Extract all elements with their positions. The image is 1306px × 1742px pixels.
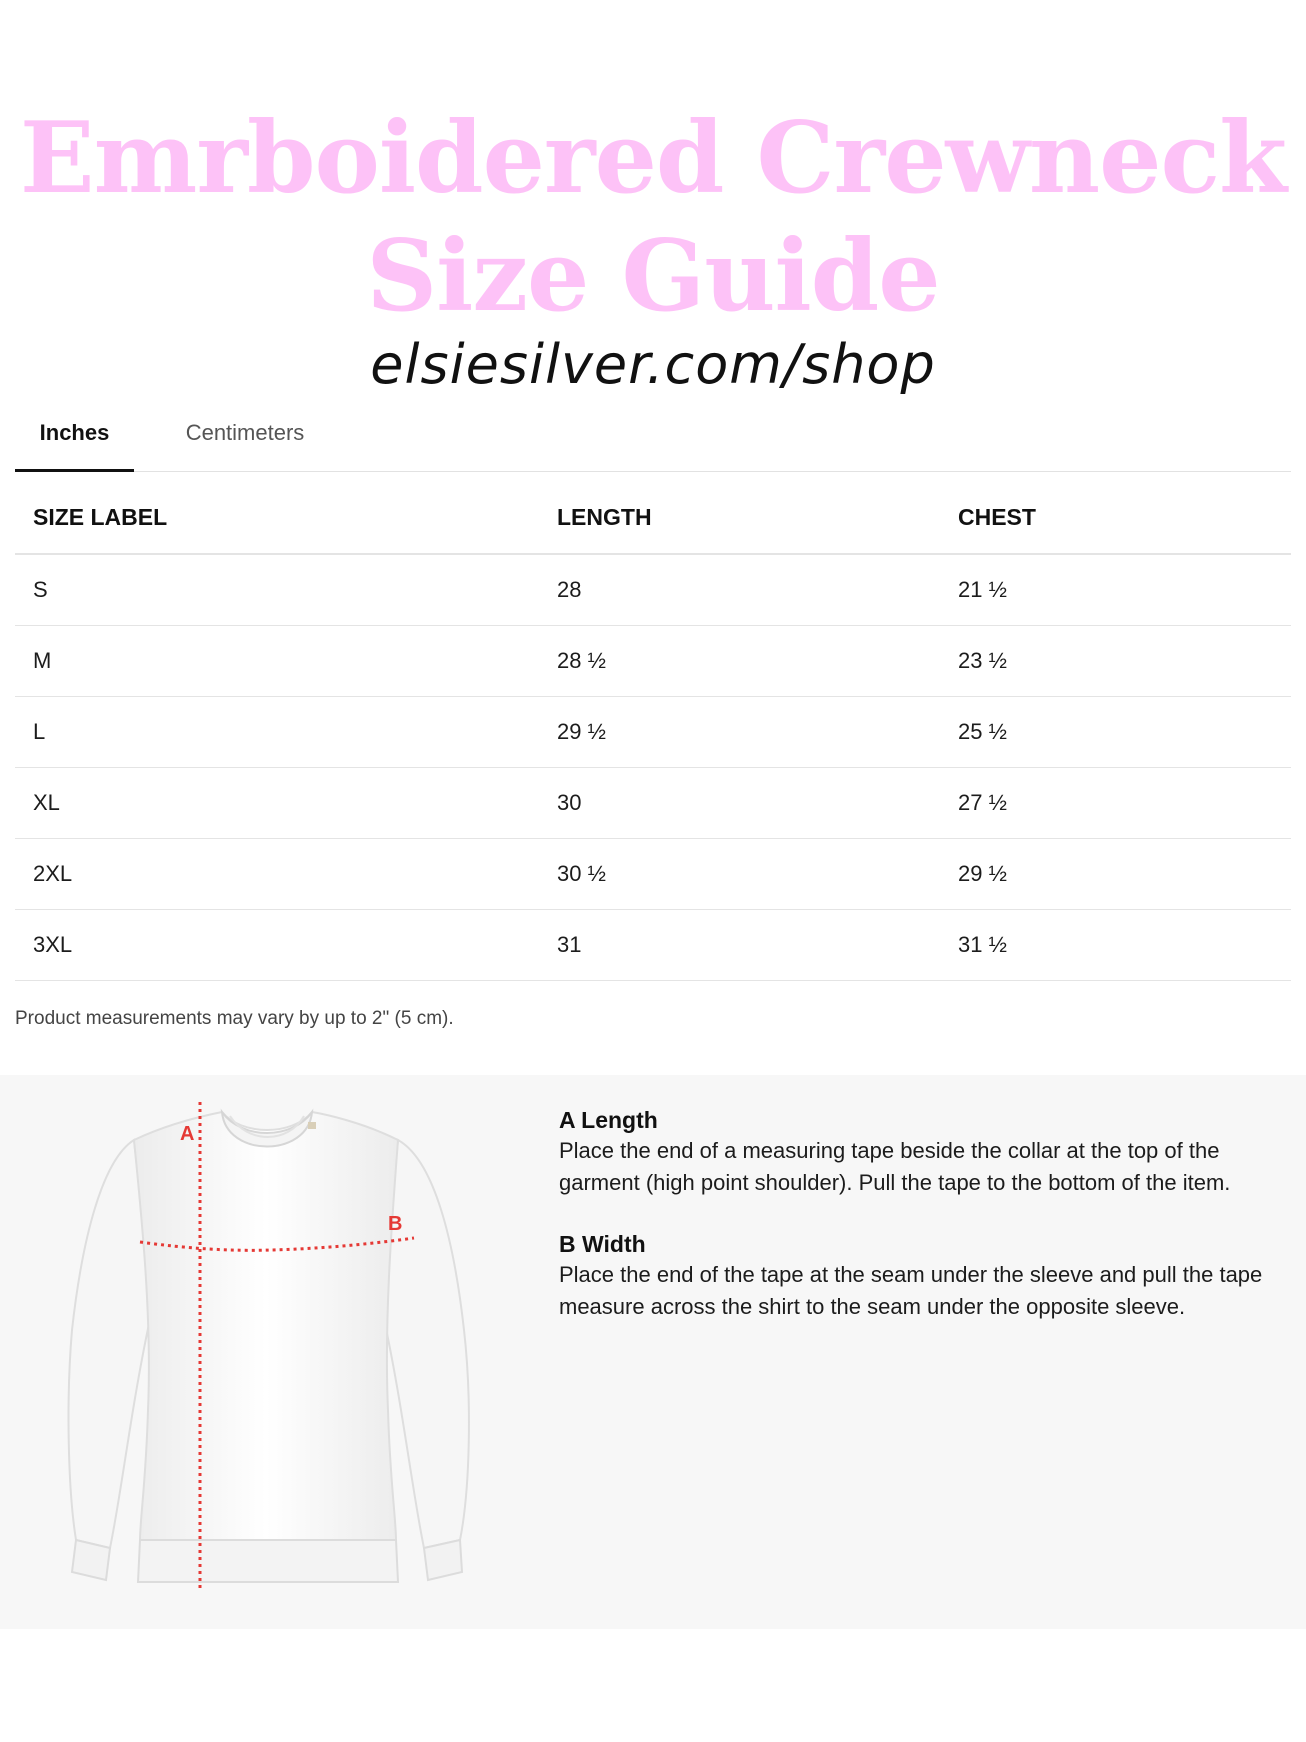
width-instruction-text: Place the end of the tape at the seam under the sleeve and pull the tape measure across the shirt to the seam under the opposite sleeve.	[559, 1262, 1263, 1319]
page-title-line-1: Emrboidered Crewneck	[19, 101, 1287, 216]
table-row	[15, 767, 1291, 838]
table-row	[15, 838, 1291, 909]
size-cell: S	[15, 554, 539, 625]
table-row	[15, 696, 1291, 767]
tab-inches[interactable]: Inches	[15, 408, 134, 472]
table-row	[15, 554, 1291, 625]
measurement-note: Product measurements may vary by up to 2" (5 cm).	[15, 1008, 454, 1029]
size-cell: XL	[15, 767, 539, 838]
size-table	[15, 482, 1291, 981]
size-cell: 2XL	[15, 838, 539, 909]
measure-label-a: A	[180, 1123, 195, 1145]
size-cell: 3XL	[15, 909, 539, 980]
length-cell: 28 ½	[539, 625, 940, 696]
length-cell: 28	[539, 554, 940, 625]
measuring-instructions	[559, 1105, 1269, 1323]
shop-url: elsiesilver.com/shop	[370, 333, 936, 396]
length-instruction-text: Place the end of a measuring tape beside the collar at the top of the garment (high point shoulder). Pull the tape to the bottom of the item.	[559, 1138, 1231, 1195]
table-header-row	[15, 482, 1291, 554]
crewneck-diagram	[62, 1100, 492, 1620]
length-cell: 30 ½	[539, 838, 940, 909]
page-title-line-2: Size Guide	[366, 219, 940, 334]
size-cell: L	[15, 696, 539, 767]
chest-cell: 29 ½	[940, 838, 1291, 909]
unit-tabs	[15, 408, 1291, 472]
column-header-size-label: SIZE LABEL	[15, 482, 539, 554]
width-instruction	[559, 1229, 1269, 1323]
chest-cell: 25 ½	[940, 696, 1291, 767]
table-row	[15, 625, 1291, 696]
length-cell: 31	[539, 909, 940, 980]
tab-centimeters[interactable]: Centimeters	[185, 420, 305, 445]
length-instruction	[559, 1105, 1269, 1199]
table-row	[15, 909, 1291, 980]
length-instruction-title: A Length	[559, 1107, 658, 1133]
chest-cell: 31 ½	[940, 909, 1291, 980]
measuring-guide	[0, 1075, 1306, 1629]
chest-cell: 21 ½	[940, 554, 1291, 625]
size-cell: M	[15, 625, 539, 696]
column-header-chest: CHEST	[940, 482, 1291, 554]
chest-cell: 23 ½	[940, 625, 1291, 696]
measure-label-b: B	[388, 1213, 403, 1235]
length-cell: 29 ½	[539, 696, 940, 767]
length-cell: 30	[539, 767, 940, 838]
chest-cell: 27 ½	[940, 767, 1291, 838]
width-instruction-title: B Width	[559, 1231, 646, 1257]
column-header-length: LENGTH	[539, 482, 940, 554]
